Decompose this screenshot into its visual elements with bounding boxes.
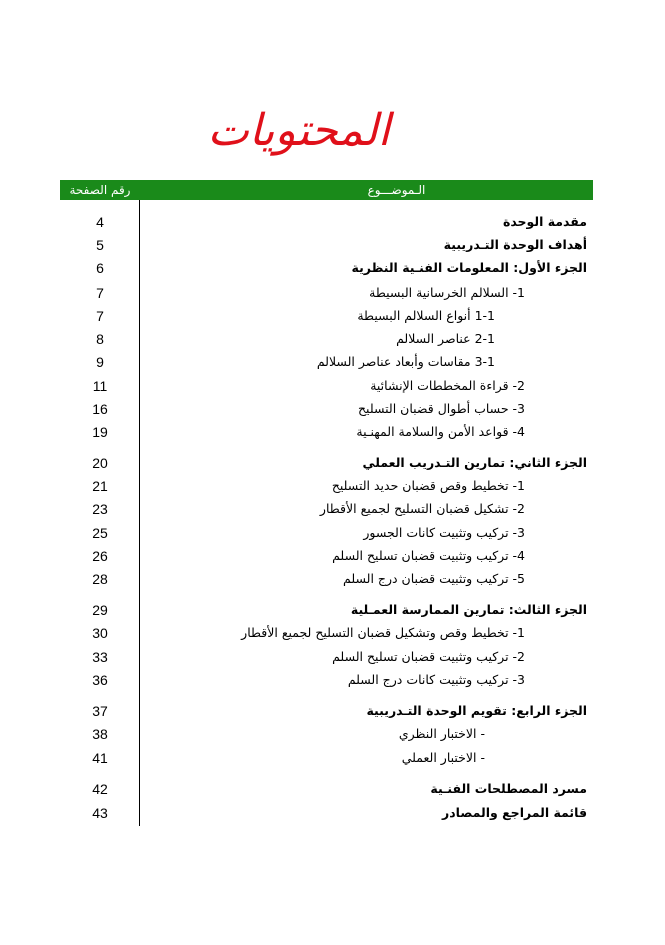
- toc-page-number: 43: [92, 805, 108, 821]
- toc-row: [0, 234, 665, 256]
- toc-row: [0, 351, 665, 373]
- toc-row: [0, 802, 665, 824]
- toc-page-number: 38: [92, 726, 108, 742]
- toc-page-number: 33: [92, 649, 108, 665]
- toc-entry-text: 1- تخطيط وقص وتشكيل قضبان التسليح لجميع الأقطار: [241, 625, 525, 640]
- toc-row: [0, 568, 665, 590]
- toc-row: [0, 747, 665, 769]
- toc-entry-text: 3-1 مقاسات وأبعاد عناصر السلالم: [316, 354, 495, 369]
- toc-row: [0, 421, 665, 443]
- toc-row: [0, 211, 665, 233]
- toc-entry-text: أهداف الوحدة التـدريبية: [443, 237, 587, 252]
- toc-entry-text: الجزء الرابع: تقويم الوحدة التـدريبية: [366, 703, 587, 718]
- toc-entry-text: 4- تركيب وتثبيت قضبان تسليح السلم: [332, 548, 525, 563]
- page-title: المحتويات: [207, 105, 390, 156]
- toc-row: [0, 700, 665, 722]
- toc-page-number: 30: [92, 625, 108, 641]
- toc-entry-text: 2- قراءة المخططات الإنشائية: [370, 378, 525, 393]
- toc-row: [0, 475, 665, 497]
- toc-row: [0, 257, 665, 279]
- toc-entry-text: 2- تشكيل قضبان التسليح لجميع الأقطار: [319, 501, 525, 516]
- toc-page-number: 25: [92, 525, 108, 541]
- toc-page-number: 21: [92, 478, 108, 494]
- header-topic: الـموضـــوع: [367, 183, 426, 197]
- toc-page-number: 20: [92, 455, 108, 471]
- toc-row: [0, 282, 665, 304]
- toc-row: [0, 723, 665, 745]
- toc-entry-text: 1- تخطيط وقص قضبان حديد التسليح: [331, 478, 525, 493]
- toc-entry-text: الجزء الثاني: تمارين التـدريب العملي: [362, 455, 587, 470]
- toc-row: [0, 452, 665, 474]
- toc-entry-text: 1-1 أنواع السلالم البسيطة: [357, 308, 495, 323]
- toc-entry-text: 3- تركيب وتثبيت كانات درج السلم: [347, 672, 525, 687]
- toc-row: [0, 599, 665, 621]
- toc-entry-text: 5- تركيب وتثبيت قضبان درج السلم: [343, 571, 525, 586]
- toc-page-number: 6: [96, 260, 104, 276]
- toc-entry-text: - الاختبار العملي: [401, 750, 485, 765]
- toc-entry-text: مقدمة الوحدة: [502, 214, 587, 229]
- toc-row: [0, 498, 665, 520]
- toc-page-number: 11: [92, 378, 108, 394]
- toc-entry-text: 1- السلالم الخرسانية البسيطة: [369, 285, 525, 300]
- toc-page-number: 8: [96, 331, 104, 347]
- toc-entry-text: 4- قواعد الأمن والسلامة المهنـية: [356, 424, 525, 439]
- toc-row: [0, 305, 665, 327]
- toc-page-number: 36: [92, 672, 108, 688]
- toc-row: [0, 328, 665, 350]
- toc-entry-text: 3- تركيب وتثبيت كانات الجسور: [363, 525, 525, 540]
- toc-row: [0, 375, 665, 397]
- toc-page-number: 37: [92, 703, 108, 719]
- toc-row: [0, 398, 665, 420]
- toc-page-number: 4: [96, 214, 104, 230]
- toc-page-number: 7: [96, 308, 104, 324]
- toc-row: [0, 522, 665, 544]
- toc-entry-text: 2-1 عناصر السلالم: [396, 331, 495, 346]
- toc-row: [0, 669, 665, 691]
- toc-page-number: 19: [92, 424, 108, 440]
- toc-entry-text: الجزء الأول: المعلومات الفنـية النظرية: [351, 260, 587, 275]
- toc-entry-text: الجزء الثالث: تمارين الممارسة العمـلية: [350, 602, 587, 617]
- toc-entry-text: مسرد المصطلحات الفنـية: [430, 781, 587, 796]
- toc-entry-text: - الاختبار النظري: [398, 726, 485, 741]
- header-page-number: رقم الصفحة: [69, 183, 131, 197]
- toc-page-number: 16: [92, 401, 108, 417]
- toc-row: [0, 778, 665, 800]
- toc-page-number: 23: [92, 501, 108, 517]
- toc-page-number: 7: [96, 285, 104, 301]
- toc-page-number: 42: [92, 781, 108, 797]
- toc-page-number: 5: [96, 237, 104, 253]
- toc-entry-text: قائمة المراجع والمصادر: [442, 805, 587, 820]
- toc-page-number: 28: [92, 571, 108, 587]
- toc-page-number: 9: [96, 354, 104, 370]
- toc-entry-text: 2- تركيب وتثبيت قضبان تسليح السلم: [332, 649, 525, 664]
- toc-row: [0, 646, 665, 668]
- toc-row: [0, 545, 665, 567]
- toc-page-number: 41: [92, 750, 108, 766]
- toc-page-number: 26: [92, 548, 108, 564]
- toc-page-number: 29: [92, 602, 108, 618]
- toc-row: [0, 622, 665, 644]
- toc-entry-text: 3- حساب أطوال قضبان التسليح: [357, 401, 525, 416]
